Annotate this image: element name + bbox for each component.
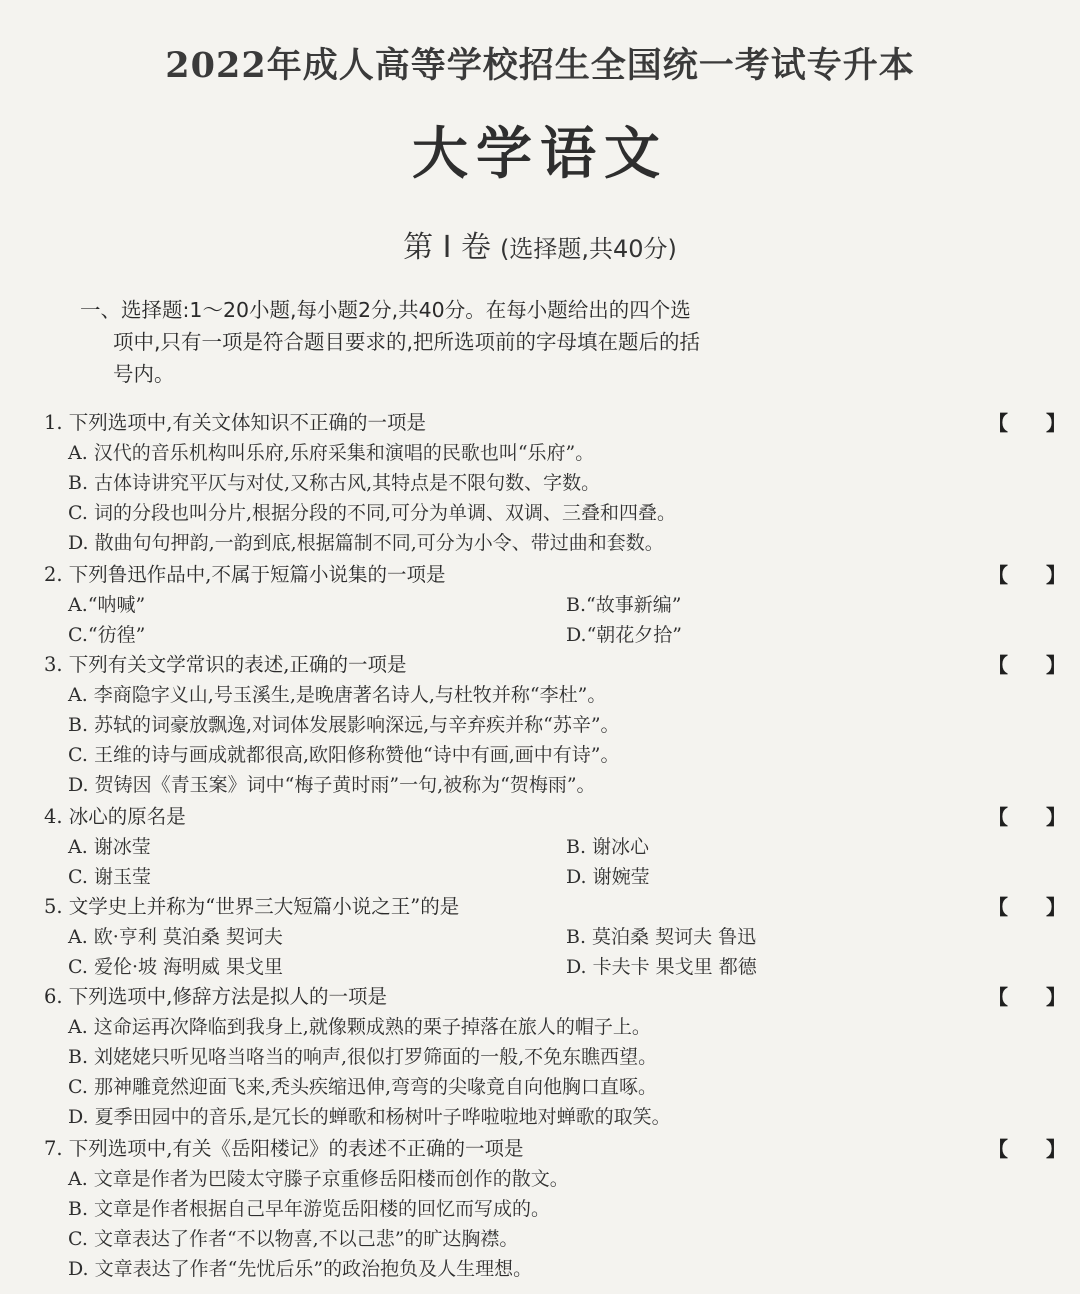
bracket-open: 【 bbox=[988, 563, 1008, 587]
option-b: B.“故事新编” bbox=[566, 594, 682, 616]
instruction-line: 项中,只有一项是符合题目要求的,把所选项前的字母填在题后的括 bbox=[113, 330, 701, 354]
option-b: B. 刘姥姥只听见咯当咯当的响声,很似打罗筛面的一般,不免东瞧西望。 bbox=[68, 1046, 658, 1068]
option-a: A. 谢冰莹 bbox=[68, 836, 151, 858]
option-b: B. 谢冰心 bbox=[566, 836, 650, 858]
bracket-close: 】 bbox=[1046, 1137, 1066, 1161]
option-d: D. 卡夫卡 果戈里 都德 bbox=[566, 956, 757, 978]
section-instruction bbox=[80, 294, 840, 390]
option-d: D. 谢婉莹 bbox=[566, 866, 650, 888]
option-d: D. 贺铸因《青玉案》词中“梅子黄时雨”一句,被称为“贺梅雨”。 bbox=[68, 774, 596, 796]
option-a: A. 汉代的音乐机构叫乐府,乐府采集和演唱的民歌也叫“乐府”。 bbox=[68, 442, 595, 464]
instruction-line: 号内。 bbox=[113, 362, 175, 386]
volume-label: 第 Ⅰ 卷 bbox=[403, 230, 492, 265]
answer-bracket[interactable] bbox=[988, 408, 1066, 438]
option-c: C. 爱伦·坡 海明威 果戈里 bbox=[68, 956, 284, 978]
option-b: B. 莫泊桑 契诃夫 鲁迅 bbox=[566, 926, 757, 948]
bracket-open: 【 bbox=[988, 985, 1008, 1009]
answer-bracket[interactable] bbox=[988, 560, 1066, 590]
question-stem: 6. 下列选项中,修辞方法是拟人的一项是 bbox=[44, 985, 388, 1008]
bracket-close: 】 bbox=[1046, 563, 1066, 587]
question-stem: 2. 下列鲁迅作品中,不属于短篇小说集的一项是 bbox=[44, 563, 446, 586]
option-c: C. 词的分段也叫分片,根据分段的不同,可分为单调、双调、三叠和四叠。 bbox=[68, 502, 677, 524]
question-stem: 4. 冰心的原名是 bbox=[44, 805, 186, 828]
bracket-open: 【 bbox=[988, 1137, 1008, 1161]
option-a: A. 这命运再次降临到我身上,就像颗成熟的栗子掉落在旅人的帽子上。 bbox=[68, 1016, 651, 1038]
option-a: A. 李商隐字义山,号玉溪生,是晚唐著名诗人,与杜牧并称“李杜”。 bbox=[68, 684, 607, 706]
option-c: C. 那神雕竟然迎面飞来,秃头疾缩迅伸,弯弯的尖喙竟自向他胸口直啄。 bbox=[68, 1076, 658, 1098]
answer-bracket[interactable] bbox=[988, 1134, 1066, 1164]
option-d: D. 文章表达了作者“先忧后乐”的政治抱负及人生理想。 bbox=[68, 1258, 533, 1280]
option-a: A.“呐喊” bbox=[68, 594, 146, 616]
option-d: D.“朝花夕拾” bbox=[566, 624, 683, 646]
question-stem: 1. 下列选项中,有关文体知识不正确的一项是 bbox=[44, 411, 427, 434]
answer-bracket[interactable] bbox=[988, 650, 1066, 680]
exam-title: 2022年成人高等学校招生全国统一考试专升本 bbox=[165, 45, 915, 86]
option-a: A. 欧·亨利 莫泊桑 契诃夫 bbox=[68, 926, 283, 948]
option-b: B. 文章是作者根据自己早年游览岳阳楼的回忆而写成的。 bbox=[68, 1198, 551, 1220]
option-d: D. 散曲句句押韵,一韵到底,根据篇制不同,可分为小令、带过曲和套数。 bbox=[68, 532, 664, 554]
volume-title bbox=[0, 222, 1080, 266]
answer-bracket[interactable] bbox=[988, 892, 1066, 922]
bracket-open: 【 bbox=[988, 805, 1008, 829]
instruction-line: 一、选择题:1～20小题,每小题2分,共40分。在每小题给出的四个选 bbox=[80, 298, 691, 322]
answer-bracket[interactable] bbox=[988, 982, 1066, 1012]
subject-title: 大学语文 bbox=[412, 122, 668, 187]
option-c: C.“彷徨” bbox=[68, 624, 146, 646]
question-stem: 3. 下列有关文学常识的表述,正确的一项是 bbox=[44, 653, 407, 676]
option-c: C. 文章表达了作者“不以物喜,不以己悲”的旷达胸襟。 bbox=[68, 1228, 519, 1250]
option-c: C. 谢玉莹 bbox=[68, 866, 151, 888]
answer-bracket[interactable] bbox=[988, 802, 1066, 832]
bracket-close: 】 bbox=[1046, 805, 1066, 829]
question-stem: 5. 文学史上并称为“世界三大短篇小说之王”的是 bbox=[44, 895, 460, 918]
bracket-open: 【 bbox=[988, 653, 1008, 677]
bracket-close: 】 bbox=[1046, 411, 1066, 435]
option-c: C. 王维的诗与画成就都很高,欧阳修称赞他“诗中有画,画中有诗”。 bbox=[68, 744, 620, 766]
option-d: D. 夏季田园中的音乐,是冗长的蝉歌和杨树叶子哗啦啦地对蝉歌的取笑。 bbox=[68, 1106, 671, 1128]
option-a: A. 文章是作者为巴陵太守滕子京重修岳阳楼而创作的散文。 bbox=[68, 1168, 569, 1190]
volume-note: (选择题,共40分) bbox=[499, 235, 677, 263]
question-stem: 7. 下列选项中,有关《岳阳楼记》的表述不正确的一项是 bbox=[44, 1137, 524, 1160]
bracket-close: 】 bbox=[1046, 895, 1066, 919]
option-b: B. 苏轼的词豪放飘逸,对词体发展影响深远,与辛弃疾并称“苏辛”。 bbox=[68, 714, 620, 736]
option-b: B. 古体诗讲究平仄与对仗,又称古风,其特点是不限句数、字数。 bbox=[68, 472, 601, 494]
bracket-open: 【 bbox=[988, 411, 1008, 435]
bracket-close: 】 bbox=[1046, 985, 1066, 1009]
bracket-close: 】 bbox=[1046, 653, 1066, 677]
bracket-open: 【 bbox=[988, 895, 1008, 919]
